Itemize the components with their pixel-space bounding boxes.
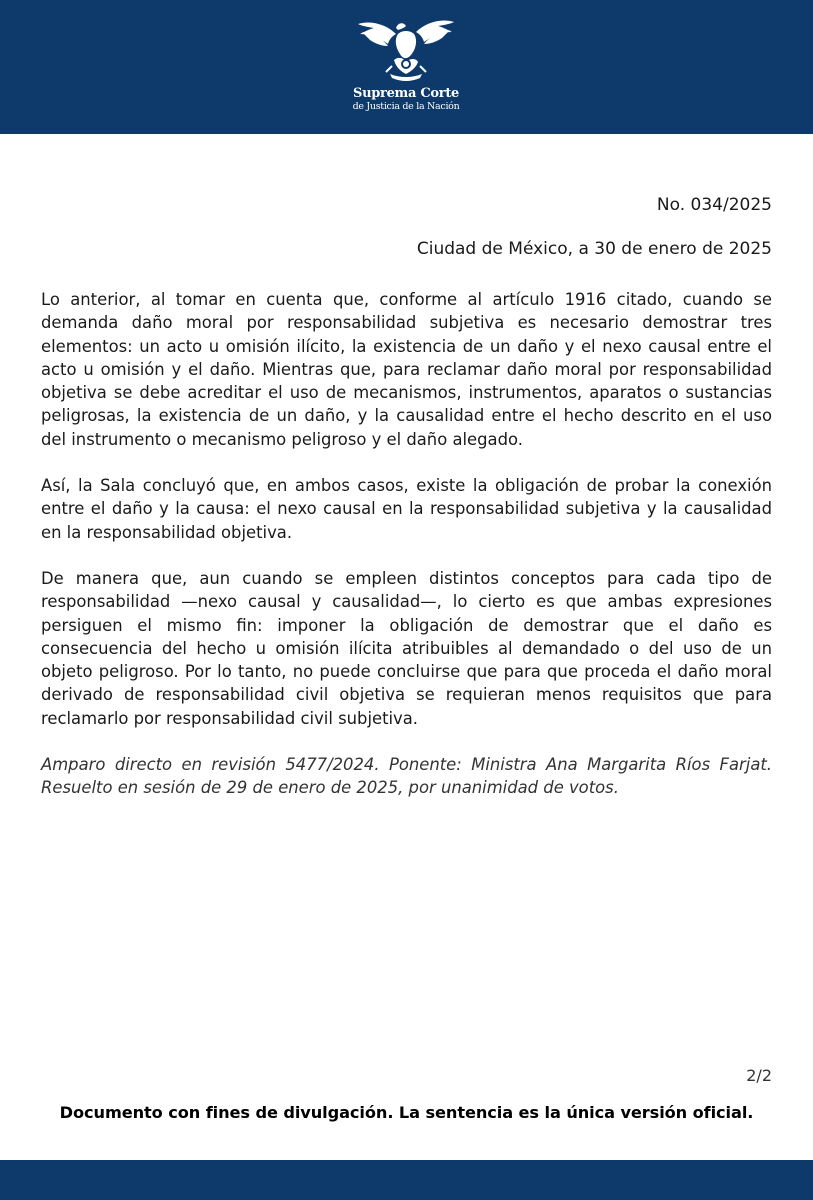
document-body (41, 288, 772, 823)
header-bar (0, 0, 813, 134)
logo-title: Suprema Corte (353, 86, 459, 101)
disclaimer: Documento con fines de divulgación. La sentencia es la única versión oficial. (59, 1103, 754, 1122)
document-number: No. 034/2025 (656, 195, 772, 215)
place-date: Ciudad de México, a 30 de enero de 2025 (416, 239, 772, 259)
paragraph-1: Lo anterior, al tomar en cuenta que, conforme al artículo 1916 citado, cuando se demanda daño moral por responsabilidad subjetiva es necesario demostrar tres elementos: un acto u omisión ilícito, la existencia de un daño y el nexo causal entre el acto u omisión y el daño. Mientras que, para reclamar daño moral por responsabilidad objetiva se debe acreditar el uso de mecanismos, instrumentos, aparatos o sustancias peligrosas, la existencia de un daño, y la causalidad entre el hecho descrito en el uso del instrumento o mecanismo peligroso y el daño alegado. (41, 290, 772, 449)
scjn-logo (346, 16, 466, 120)
paragraph-3: De manera que, aun cuando se empleen distintos conceptos para cada tipo de responsabilidad —nexo causal y causalidad—, lo cierto es que ambas expresiones persiguen el mismo fin: imponer la obligación de demostrar que el daño es consecuencia del hecho u omisión ilícita atribuibles al demandado o del uso de un objeto peligroso. Por lo tanto, no puede concluirse que para que proceda el daño moral derivado de responsabilidad civil objetiva se requieran menos requisitos que para reclamarlo por responsabilidad civil subjetiva. (41, 568, 772, 728)
paragraph-2: Así, la Sala concluyó que, en ambos casos, existe la obligación de probar la conexión entre el daño y la causa: el nexo causal en la responsabilidad subjetiva y la causalidad en la responsabilidad objetiva. (41, 476, 772, 542)
page-number: 2/2 (746, 1066, 772, 1085)
eagle-emblem-icon (356, 16, 456, 84)
logo-subtitle: de Justicia de la Nación (352, 101, 460, 112)
case-reference: Amparo directo en revisión 5477/2024. Ponente: Ministra Ana Margarita Ríos Farjat. Resuelto en sesión de 29 de enero de 2025, por unanimidad de votos. (41, 755, 772, 798)
footer-bar (0, 1160, 813, 1200)
